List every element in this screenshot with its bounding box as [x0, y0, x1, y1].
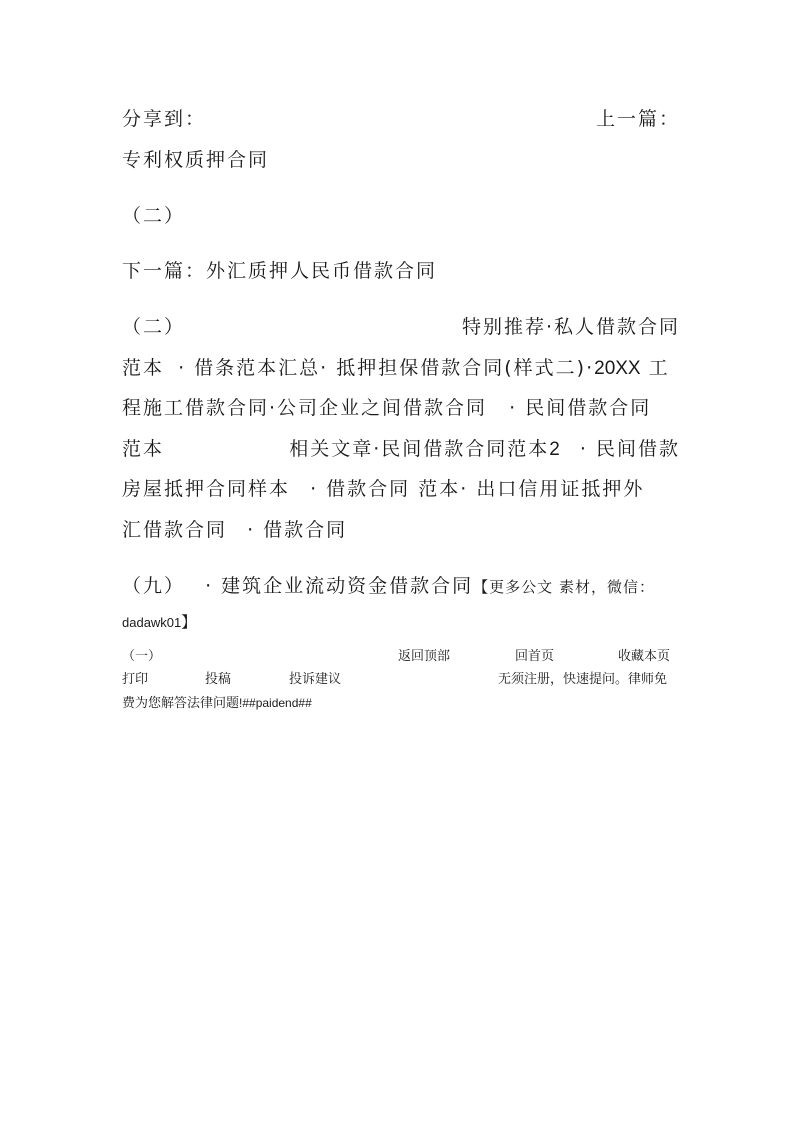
- related-heading: 相关文章·: [289, 438, 382, 460]
- prev-article-label: 上一篇：: [595, 108, 680, 130]
- recommend-line-3: [122, 396, 651, 420]
- share-label: 分享到：: [122, 108, 207, 130]
- related-line-4: [122, 574, 655, 599]
- related-line-2: [122, 477, 644, 501]
- separator-dot: ·: [579, 438, 588, 460]
- related-line-3: [122, 518, 347, 542]
- separator-dot: ·: [509, 397, 518, 419]
- related-item-2[interactable]: 民间借款: [595, 438, 680, 460]
- ask-lawyer-promo[interactable]: 无须注册，快速提问。律师免: [498, 672, 668, 687]
- next-article-suffix: （二）: [122, 316, 186, 338]
- recommend-item-4-rest[interactable]: 程施工借款合同·: [122, 397, 278, 419]
- related-item-6[interactable]: 建筑企业流动资金借款合同: [221, 575, 474, 597]
- separator-dot: ·: [310, 478, 319, 500]
- recommend-item-5[interactable]: 公司企业之间借款合同: [277, 397, 488, 419]
- prev-article-title[interactable]: 专利权质押合同: [122, 149, 270, 171]
- promo-text-close: 】: [181, 613, 198, 631]
- recommend-line-1: [462, 315, 680, 339]
- promo-text-open: 【更多公文 素材，微信：: [473, 578, 655, 596]
- wechat-id: dadawk01: [122, 615, 182, 630]
- related-item-1[interactable]: 民间借款合同范本: [381, 438, 550, 460]
- bookmark-link[interactable]: 收藏本页: [618, 649, 671, 664]
- recommend-item-3[interactable]: 抵押担保借款合同(样式二)·: [336, 357, 595, 379]
- related-item-5[interactable]: 借款合同: [263, 519, 348, 541]
- print-link[interactable]: 打印: [122, 672, 149, 687]
- home-link[interactable]: 回首页: [515, 649, 555, 664]
- related-line-1: [289, 437, 680, 462]
- recommend-line-2: [122, 356, 670, 381]
- recommend-item-4-start[interactable]: 工: [648, 357, 670, 379]
- recommend-item-4-year[interactable]: 20XX: [594, 358, 641, 379]
- related-item-5-suffix: （九）: [122, 575, 186, 597]
- related-item-3[interactable]: 借款合同: [326, 478, 411, 500]
- related-item-1-num[interactable]: 2: [549, 439, 560, 460]
- separator-dot: ·: [205, 575, 214, 597]
- recommend-item-1[interactable]: 私人借款合同: [553, 316, 680, 338]
- submit-link[interactable]: 投稿: [205, 672, 232, 687]
- recommend-item-1-tail[interactable]: 范本: [122, 357, 165, 379]
- separator-dot: ·: [178, 357, 187, 379]
- back-to-top-link[interactable]: 返回顶部: [398, 649, 451, 664]
- related-item-2-rest[interactable]: 房屋抵押合同样本: [122, 478, 291, 500]
- complaint-link[interactable]: 投诉建议: [289, 672, 342, 687]
- promo-line-2-text: 费为您解答法律问题: [122, 696, 240, 711]
- footer-marker: （一）: [122, 649, 162, 664]
- related-item-4-rest[interactable]: 汇借款合同: [122, 519, 228, 541]
- recommend-item-2[interactable]: 借条范本汇总·: [194, 357, 329, 379]
- recommend-item-6-tail[interactable]: 范本: [122, 438, 165, 460]
- related-item-3-tail[interactable]: 范本·: [418, 478, 469, 500]
- ask-lawyer-promo-line-2: [122, 695, 312, 712]
- separator-dot: ·: [247, 519, 256, 541]
- recommend-item-6[interactable]: 民间借款合同: [525, 397, 652, 419]
- next-article-link[interactable]: 下一篇：外汇质押人民币借款合同: [122, 260, 438, 282]
- paid-end-marker: !##paidend##: [239, 696, 312, 710]
- promo-line: [122, 609, 197, 635]
- prev-article-suffix: （二）: [122, 205, 186, 227]
- related-item-4[interactable]: 出口信用证抵押外: [476, 478, 645, 500]
- recommend-heading: 特别推荐·: [461, 316, 554, 338]
